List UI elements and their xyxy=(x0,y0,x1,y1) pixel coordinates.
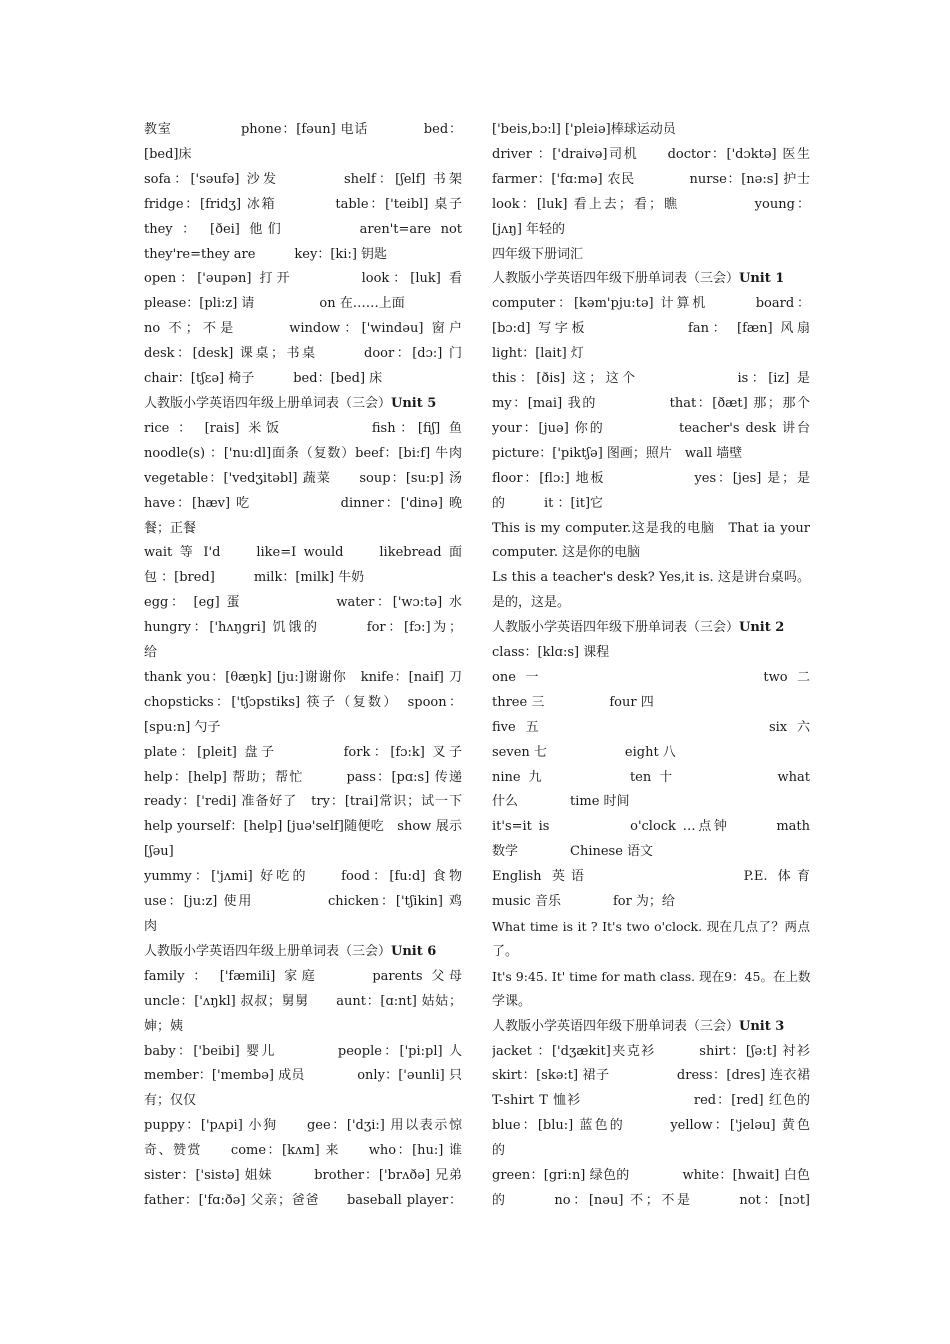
vocab-line: farmer：['fɑ:mə] 农民 nurse：[nə:s] 护士 xyxy=(492,171,810,187)
vocab-line: noodle(s) ：['nu:dl]面条（复数）beef：[bi:f] 牛肉 xyxy=(144,445,462,461)
vocab-line: they're=they are key：[ki:] 钥匙 xyxy=(144,246,388,262)
vocab-line: blue：[blu:] 蓝色的 yellow：['jeləu] 黄色 xyxy=(492,1118,810,1134)
vocab-line: hungry：['hʌŋgri] 饥饿的 for：[fɔ:]为； xyxy=(144,620,462,636)
vocab-line: [spu:n] 勺子 xyxy=(144,719,221,735)
vocab-line: This is my computer.这是我的电脑 That ia your xyxy=(492,520,810,536)
vocab-line: What time is it ? It's two o'clock. 现在几点了？两点 xyxy=(492,919,810,934)
vocab-line: 的 no：[nəu] 不；不是 not：[nɔt] xyxy=(492,1192,810,1208)
vocab-line: 给 xyxy=(144,645,158,661)
vocab-line: 餐；正餐 xyxy=(144,520,197,536)
vocab-line: 学课。 xyxy=(492,993,532,1009)
vocab-line: ready：['redi] 准备好了 try：[trai]常识；试一下 xyxy=(144,794,462,810)
vocab-line: sister：['sistə] 姐妹 brother：['brʌðə] 兄弟 xyxy=(144,1168,462,1184)
vocab-line: chair：[tʃεə] 椅子 bed：[bed] 床 xyxy=(144,371,383,387)
vocab-line: T-shirt T 恤衫 red：[red] 红色的 xyxy=(492,1093,810,1109)
vocab-line: it's=it is o'clock …点钟 math xyxy=(492,819,810,835)
vocab-line: egg： [eg] 蛋 water：['wɔ:tə] 水 xyxy=(144,595,462,611)
vocab-line: uncle：['ʌŋkl] 叔叔；舅舅 aunt：[ɑ:nt] 姑姑； xyxy=(144,993,462,1009)
vocab-line: thank you：[θæŋk] [ju:]谢谢你 knife：[naif] 刀 xyxy=(144,669,462,685)
heading-text: 人教版小学英语四年级下册单词表（三会） xyxy=(492,620,740,636)
vocab-line: father：['fɑ:ðə] 父亲；爸爸 baseball player： xyxy=(144,1192,462,1208)
vocab-line: help yourself：[help] [juə'self]随便吃 show 展示 xyxy=(144,819,462,835)
vocab-line: [bɔ:d] 写字板 fan： [fæn] 风扇 xyxy=(492,321,810,337)
vocab-line: [jʌŋ] 年轻的 xyxy=(492,221,566,237)
unit-heading xyxy=(144,392,462,417)
vocab-line: music 音乐 for 为；给 xyxy=(492,894,675,910)
vocab-line: use：[ju:z] 使用 chicken：['tʃikin] 鸡 xyxy=(144,894,462,910)
vocab-line: puppy：['pʌpi] 小狗 gee：['dʒi:] 用以表示惊 xyxy=(144,1118,462,1134)
vocab-line: family ： ['fæmili] 家庭 parents 父母 xyxy=(144,968,462,984)
vocab-line: baby：['beibi] 婴儿 people：['pi:pl] 人 xyxy=(144,1043,462,1059)
vocab-line: wait 等 I'd like=I would likebread 面 xyxy=(144,545,462,561)
vocab-line: ['beis,bɔ:l] ['pleiə]棒球运动员 xyxy=(492,122,676,137)
vocab-line: 有；仅仅 xyxy=(144,1093,197,1109)
vocab-line: plate：[pleit] 盘子 fork：[fɔ:k] 叉子 xyxy=(144,744,462,760)
vocab-line: computer：[kəm'pju:tə] 计算机 board： xyxy=(492,296,810,312)
vocab-line: one 一 two 二 xyxy=(492,669,810,685)
vocab-line: jacket ：['dʒækit]夹克衫 shirt：[ʃə:t] 衬衫 xyxy=(492,1043,810,1059)
vocab-line: driver ：['draivə]司机 doctor：['dɔktə] 医生 xyxy=(492,146,810,162)
unit-heading xyxy=(492,616,810,641)
vocab-line: light：[lait] 灯 xyxy=(492,346,584,362)
vocab-line: skirt：[skə:t] 裙子 dress：[dres] 连衣裙 xyxy=(492,1068,810,1084)
left-column xyxy=(144,118,462,1214)
vocab-line: [ʃəu] xyxy=(144,844,174,860)
vocab-line: three 三 four 四 xyxy=(492,694,654,710)
vocab-line: It's 9:45. It' time for math class. 现在9：45。在上数 xyxy=(492,968,810,984)
vocab-line: chopsticks：['tʃɔpstiks] 筷子（复数） spoon： xyxy=(144,694,462,710)
unit-label: Unit 1 xyxy=(739,271,785,287)
vocab-line: this：[ðis] 这；这个 is：[iz] 是 xyxy=(492,371,810,387)
vocab-line: [bed]床 xyxy=(144,146,192,162)
vocab-line: 什么 time 时间 xyxy=(492,794,630,810)
unit-label: Unit 6 xyxy=(391,943,437,959)
heading-text: 人教版小学英语四年级下册单词表（三会） xyxy=(492,1018,740,1034)
vocab-line: open：['əupən] 打开 look：[luk] 看 xyxy=(144,271,462,287)
vocab-line: my：[mai] 我的 that：[ðæt] 那；那个 xyxy=(492,395,810,411)
vocab-line: 四年级下册词汇 xyxy=(492,246,584,262)
vocab-line: floor：[flɔ:] 地板 yes：[jes] 是；是 xyxy=(492,470,810,486)
vocab-line: yummy：['jʌmi] 好吃的 food：[fu:d] 食物 xyxy=(144,869,462,885)
heading-text: 人教版小学英语四年级上册单词表（三会） xyxy=(144,943,392,959)
vocab-line: no 不；不是 window：['windəu] 窗户 xyxy=(144,321,462,337)
right-column xyxy=(492,118,810,1214)
vocab-line: computer. 这是你的电脑 xyxy=(492,545,641,561)
unit-heading xyxy=(144,940,462,965)
vocab-line: 婶；姨 xyxy=(144,1018,184,1034)
unit-heading xyxy=(492,1015,810,1040)
unit-heading xyxy=(492,267,810,292)
vocab-line: rice ： [rais] 米饭 fish：[fiʃ] 鱼 xyxy=(144,420,462,436)
unit-label: Unit 5 xyxy=(391,395,437,411)
vocab-line: your：[juə] 你的 teacher's desk 讲台 xyxy=(492,420,810,436)
vocab-line: 的 xyxy=(492,1143,506,1159)
vocab-line: 奇、赞赏 come：[kʌm] 来 who：[hu:] 谁 xyxy=(144,1143,462,1159)
vocab-line: nine 九 ten 十 what xyxy=(492,769,810,785)
vocab-line: member：['membə] 成员 only：['əunli] 只 xyxy=(144,1068,462,1084)
vocab-line: 数学 Chinese 语文 xyxy=(492,844,654,860)
vocab-line: please：[pli:z] 请 on 在……上面 xyxy=(144,296,405,312)
vocab-line: fridge：[fridʒ] 冰箱 table：['teibl] 桌子 xyxy=(144,196,462,212)
vocab-line: 肉 xyxy=(144,919,158,934)
vocab-line: vegetable：['vedʒitəbl] 蔬菜 soup：[su:p] 汤 xyxy=(144,470,462,486)
heading-text: 人教版小学英语四年级下册单词表（三会） xyxy=(492,271,740,287)
vocab-line: help：[help] 帮助；帮忙 pass：[pɑ:s] 传递 xyxy=(144,769,462,785)
vocab-line: 是的，这是。 xyxy=(492,595,571,611)
vocab-line: sofa：['səufə] 沙发 shelf：[ʃelf] 书架 xyxy=(144,171,462,187)
vocab-line: class：[klɑ:s] 课程 xyxy=(492,645,610,661)
vocab-line: 包 ：[bred] milk：[milk] 牛奶 xyxy=(144,570,365,586)
vocab-line: picture：['piktʃə] 图画；照片 wall 墙壁 xyxy=(492,445,743,461)
unit-label: Unit 2 xyxy=(739,620,785,636)
vocab-line: desk：[desk] 课桌；书桌 door：[dɔ:] 门 xyxy=(144,346,462,362)
vocab-line: five 五 six 六 xyxy=(492,719,810,735)
vocab-line: green：[gri:n] 绿色的 white：[hwait] 白色 xyxy=(492,1168,810,1184)
vocab-line: look：[luk] 看上去；看；瞧 young： xyxy=(492,196,810,212)
heading-text: 人教版小学英语四年级上册单词表（三会） xyxy=(144,395,392,411)
vocab-line: 教室 phone：[fəun] 电话 bed： xyxy=(144,122,462,137)
vocab-line: 的 it ：[it]它 xyxy=(492,495,604,511)
vocab-line: have：[hæv] 吃 dinner：['dinə] 晚 xyxy=(144,495,462,511)
vocab-line: English 英语 P.E. 体育 xyxy=(492,869,810,885)
vocab-line: they ： [ðei] 他们 aren't=are not xyxy=(144,221,462,237)
unit-label: Unit 3 xyxy=(739,1018,785,1034)
vocab-line: seven 七 eight 八 xyxy=(492,744,676,760)
vocab-line: Ls this a teacher's desk? Yes,it is. 这是讲台桌吗。 xyxy=(492,570,810,586)
vocab-line: 了。 xyxy=(492,943,519,959)
